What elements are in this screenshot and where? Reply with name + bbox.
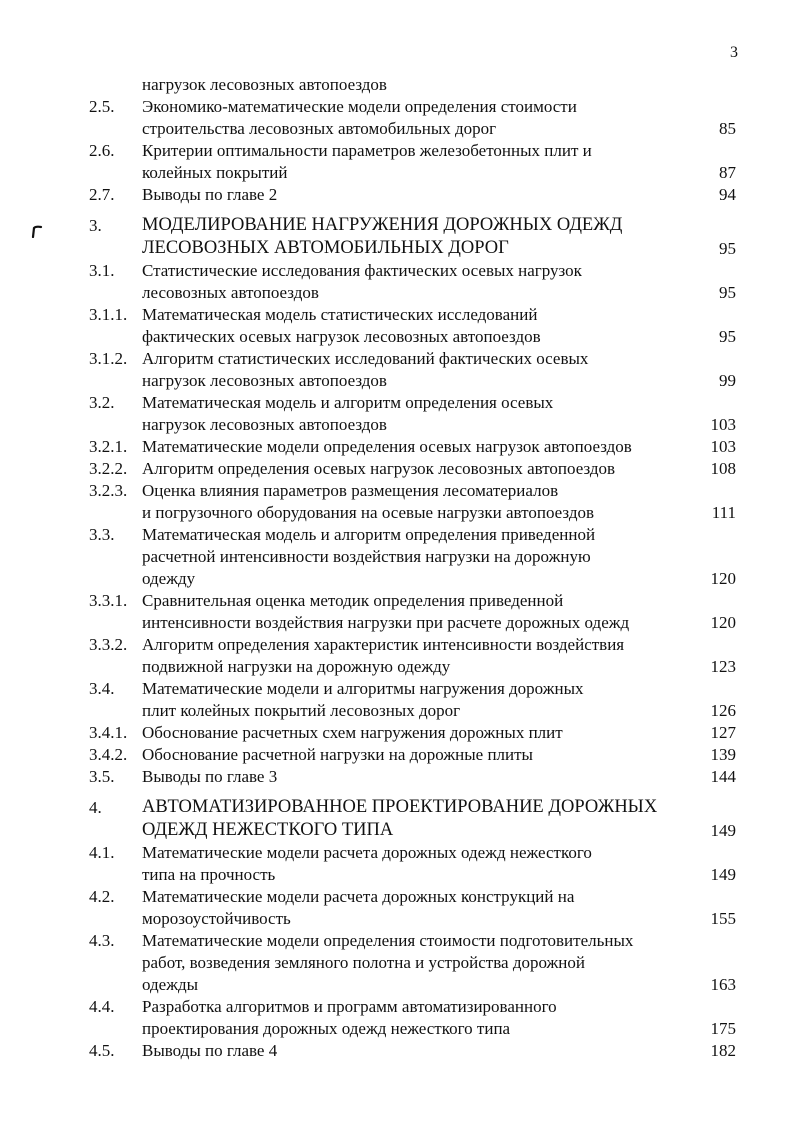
toc-title-line: строительства лесовозных автомобильных дорог: [142, 119, 497, 138]
toc-entry: [0, 458, 792, 480]
toc-entry-number: 4.: [89, 798, 102, 817]
toc-entry-page: 126: [710, 701, 736, 720]
toc-entry-title: [142, 1040, 697, 1062]
toc-title-line: Математические модели расчета дорожных одежд нежесткого: [142, 843, 592, 862]
toc-entry: [0, 184, 792, 206]
toc-title-line: Выводы по главе 4: [142, 1041, 278, 1060]
toc-entry: [0, 766, 792, 788]
toc-entry-number: 3.4.: [89, 679, 115, 698]
toc-entry-title: [142, 260, 697, 304]
toc-entry-title: [142, 74, 697, 96]
toc-entry: [0, 678, 792, 722]
toc-title-line: Статистические исследования фактических осевых нагрузок: [142, 261, 582, 280]
toc-entry-title: [142, 304, 697, 348]
toc-title-line: Алгоритм определения осевых нагрузок лесовозных автопоездов: [142, 459, 616, 478]
toc-entry-number: 2.5.: [89, 97, 115, 116]
toc-title-line: Математические модели и алгоритмы нагружения дорожных: [142, 679, 584, 698]
toc-entry-page: 120: [710, 569, 736, 588]
toc-entry-title: [142, 348, 697, 392]
toc-title-line: работ, возведения земляного полотна и устройства дорожной: [142, 953, 585, 972]
toc-entry-title: [142, 796, 697, 842]
toc-entry-page: 127: [710, 723, 736, 742]
toc-entry-number: 4.4.: [89, 997, 115, 1016]
toc-entry: [0, 348, 792, 392]
toc-entry-title: [142, 436, 697, 458]
toc-entry-title: [142, 634, 697, 678]
toc-entry: [0, 996, 792, 1040]
page-number: 3: [730, 44, 738, 61]
toc-title-line: фактических осевых нагрузок лесовозных автопоездов: [142, 327, 541, 346]
toc-title-line: Выводы по главе 3: [142, 767, 278, 786]
toc-entry-title: [142, 886, 697, 930]
toc-entry-number: 3.3.2.: [89, 635, 128, 654]
toc-entry-number: 4.2.: [89, 887, 115, 906]
toc-title-line: Математическая модель статистических исследований: [142, 305, 538, 324]
toc-entry-title: [142, 96, 697, 140]
toc-entry-page: 123: [710, 657, 736, 676]
toc-entry-page: 182: [710, 1041, 736, 1060]
toc-entry: [0, 304, 792, 348]
toc-entry-page: 85: [719, 119, 736, 138]
toc-title-line: Выводы по главе 2: [142, 185, 278, 204]
toc-entry-page: 103: [710, 415, 736, 434]
toc-entry-page: 144: [710, 767, 736, 786]
toc-title-line: Обоснование расчетной нагрузки на дорожные плиты: [142, 745, 533, 764]
toc-entry-page: 149: [710, 821, 736, 840]
toc-entry-page: 95: [719, 327, 736, 346]
toc-title-line: Разработка алгоритмов и программ автоматизированного: [142, 997, 557, 1016]
toc-entry-title: [142, 524, 697, 590]
toc-entry-number: 4.5.: [89, 1041, 115, 1060]
toc-entry-page: 108: [710, 459, 736, 478]
table-of-contents: [0, 74, 792, 1062]
toc-entry-page: 175: [710, 1019, 736, 1038]
toc-entry-page: 139: [710, 745, 736, 764]
toc-entry-number: 2.7.: [89, 185, 115, 204]
toc-entry-number: 3.1.2.: [89, 349, 128, 368]
toc-entry: [0, 480, 792, 524]
toc-entry: [0, 590, 792, 634]
toc-title-line: интенсивности воздействия нагрузки при расчете дорожных одежд: [142, 613, 630, 632]
toc-entry: [0, 392, 792, 436]
toc-entry-number: 4.3.: [89, 931, 115, 950]
toc-entry: [0, 1040, 792, 1062]
toc-entry-number: 3.2.1.: [89, 437, 128, 456]
toc-title-line: ЛЕСОВОЗНЫХ АВТОМОБИЛЬНЫХ ДОРОГ: [142, 238, 509, 258]
toc-title-line: нагрузок лесовозных автопоездов: [142, 371, 387, 390]
toc-title-line: одежду: [142, 569, 196, 588]
toc-entry-number: 3.3.: [89, 525, 115, 544]
toc-entry-number: 3.5.: [89, 767, 115, 786]
toc-entry: [0, 96, 792, 140]
toc-entry: [0, 74, 792, 96]
toc-entry-page: 94: [719, 185, 736, 204]
toc-title-line: Математические модели определения осевых нагрузок автопоездов: [142, 437, 632, 456]
toc-entry-page: 95: [719, 239, 736, 258]
toc-title-line: расчетной интенсивности воздействия нагрузки на дорожную: [142, 547, 591, 566]
toc-title-line: Обоснование расчетных схем нагружения дорожных плит: [142, 723, 563, 742]
toc-entry-number: 3.2.3.: [89, 481, 128, 500]
toc-entry: [0, 524, 792, 590]
toc-entry-number: 3.1.: [89, 261, 115, 280]
toc-title-line: плит колейных покрытий лесовозных дорог: [142, 701, 461, 720]
toc-entry-number: 2.6.: [89, 141, 115, 160]
toc-entry-number: 3.4.1.: [89, 723, 128, 742]
toc-entry-page: 99: [719, 371, 736, 390]
toc-title-line: типа на прочность: [142, 865, 276, 884]
toc-title-line: морозоустойчивость: [142, 909, 291, 928]
toc-entry-number: 3.2.2.: [89, 459, 128, 478]
toc-title-line: Оценка влияния параметров размещения лесоматериалов: [142, 481, 559, 500]
toc-entry-title: [142, 744, 697, 766]
toc-entry-title: [142, 722, 697, 744]
toc-title-line: АВТОМАТИЗИРОВАННОЕ ПРОЕКТИРОВАНИЕ ДОРОЖНЫХ: [142, 797, 658, 817]
toc-entry-title: [142, 140, 697, 184]
toc-entry-number: 3.2.: [89, 393, 115, 412]
toc-title-line: Критерии оптимальности параметров железобетонных плит и: [142, 141, 592, 160]
toc-title-line: Математическая модель и алгоритм определения осевых: [142, 393, 554, 412]
toc-entry: [0, 436, 792, 458]
toc-entry: [0, 722, 792, 744]
toc-entry-page: 149: [710, 865, 736, 884]
toc-title-line: лесовозных автопоездов: [142, 283, 319, 302]
toc-entry: [0, 744, 792, 766]
toc-entry: [0, 260, 792, 304]
toc-entry: [0, 140, 792, 184]
toc-title-line: колейных покрытий: [142, 163, 288, 182]
toc-entry-page: 111: [711, 503, 736, 522]
toc-title-line: МОДЕЛИРОВАНИЕ НАГРУЖЕНИЯ ДОРОЖНЫХ ОДЕЖД: [142, 215, 623, 235]
toc-entry: [0, 886, 792, 930]
toc-title-line: Математическая модель и алгоритм определения приведенной: [142, 525, 596, 544]
toc-entry-page: 95: [719, 283, 736, 302]
toc-title-line: Математические модели расчета дорожных конструкций на: [142, 887, 575, 906]
toc-entry-title: [142, 214, 697, 260]
toc-entry-title: [142, 590, 697, 634]
toc-entry-title: [142, 678, 697, 722]
toc-title-line: Математические модели определения стоимости подготовительных: [142, 931, 634, 950]
toc-entry-title: [142, 392, 697, 436]
toc-entry-number: 4.1.: [89, 843, 115, 862]
toc-title-line: Алгоритм статистических исследований фактических осевых: [142, 349, 589, 368]
toc-entry-title: [142, 930, 697, 996]
toc-title-line: и погрузочного оборудования на осевые нагрузки автопоездов: [142, 503, 595, 522]
toc-chapter: [0, 796, 792, 842]
toc-entry-title: [142, 458, 697, 480]
toc-entry: [0, 930, 792, 996]
toc-title-line: ОДЕЖД НЕЖЕСТКОГО ТИПА: [142, 820, 394, 840]
toc-title-line: Сравнительная оценка методик определения приведенной: [142, 591, 564, 610]
toc-entry-page: 103: [710, 437, 736, 456]
toc-entry-number: 3.3.1.: [89, 591, 128, 610]
toc-entry: [0, 842, 792, 886]
toc-title-line: Алгоритм определения характеристик интенсивности воздействия: [142, 635, 625, 654]
toc-entry-page: 87: [719, 163, 736, 182]
toc-title-line: проектирования дорожных одежд нежесткого типа: [142, 1019, 511, 1038]
toc-title-line: нагрузок лесовозных автопоездов: [142, 415, 387, 434]
toc-title-line: нагрузок лесовозных автопоездов: [142, 75, 387, 94]
toc-entry: [0, 634, 792, 678]
toc-title-line: Экономико-математические модели определения стоимости: [142, 97, 577, 116]
toc-entry-title: [142, 996, 697, 1040]
toc-entry-number: 3.: [89, 216, 102, 235]
toc-chapter: [0, 214, 792, 260]
toc-entry-number: 3.4.2.: [89, 745, 128, 764]
toc-entry-title: [142, 842, 697, 886]
toc-entry-page: 163: [710, 975, 736, 994]
toc-title-line: одежды: [142, 975, 199, 994]
toc-entry-page: 155: [710, 909, 736, 928]
toc-entry-title: [142, 184, 697, 206]
toc-title-line: подвижной нагрузки на дорожную одежду: [142, 657, 451, 676]
toc-entry-page: 120: [710, 613, 736, 632]
toc-entry-title: [142, 480, 697, 524]
toc-entry-title: [142, 766, 697, 788]
toc-entry-number: 3.1.1.: [89, 305, 128, 324]
